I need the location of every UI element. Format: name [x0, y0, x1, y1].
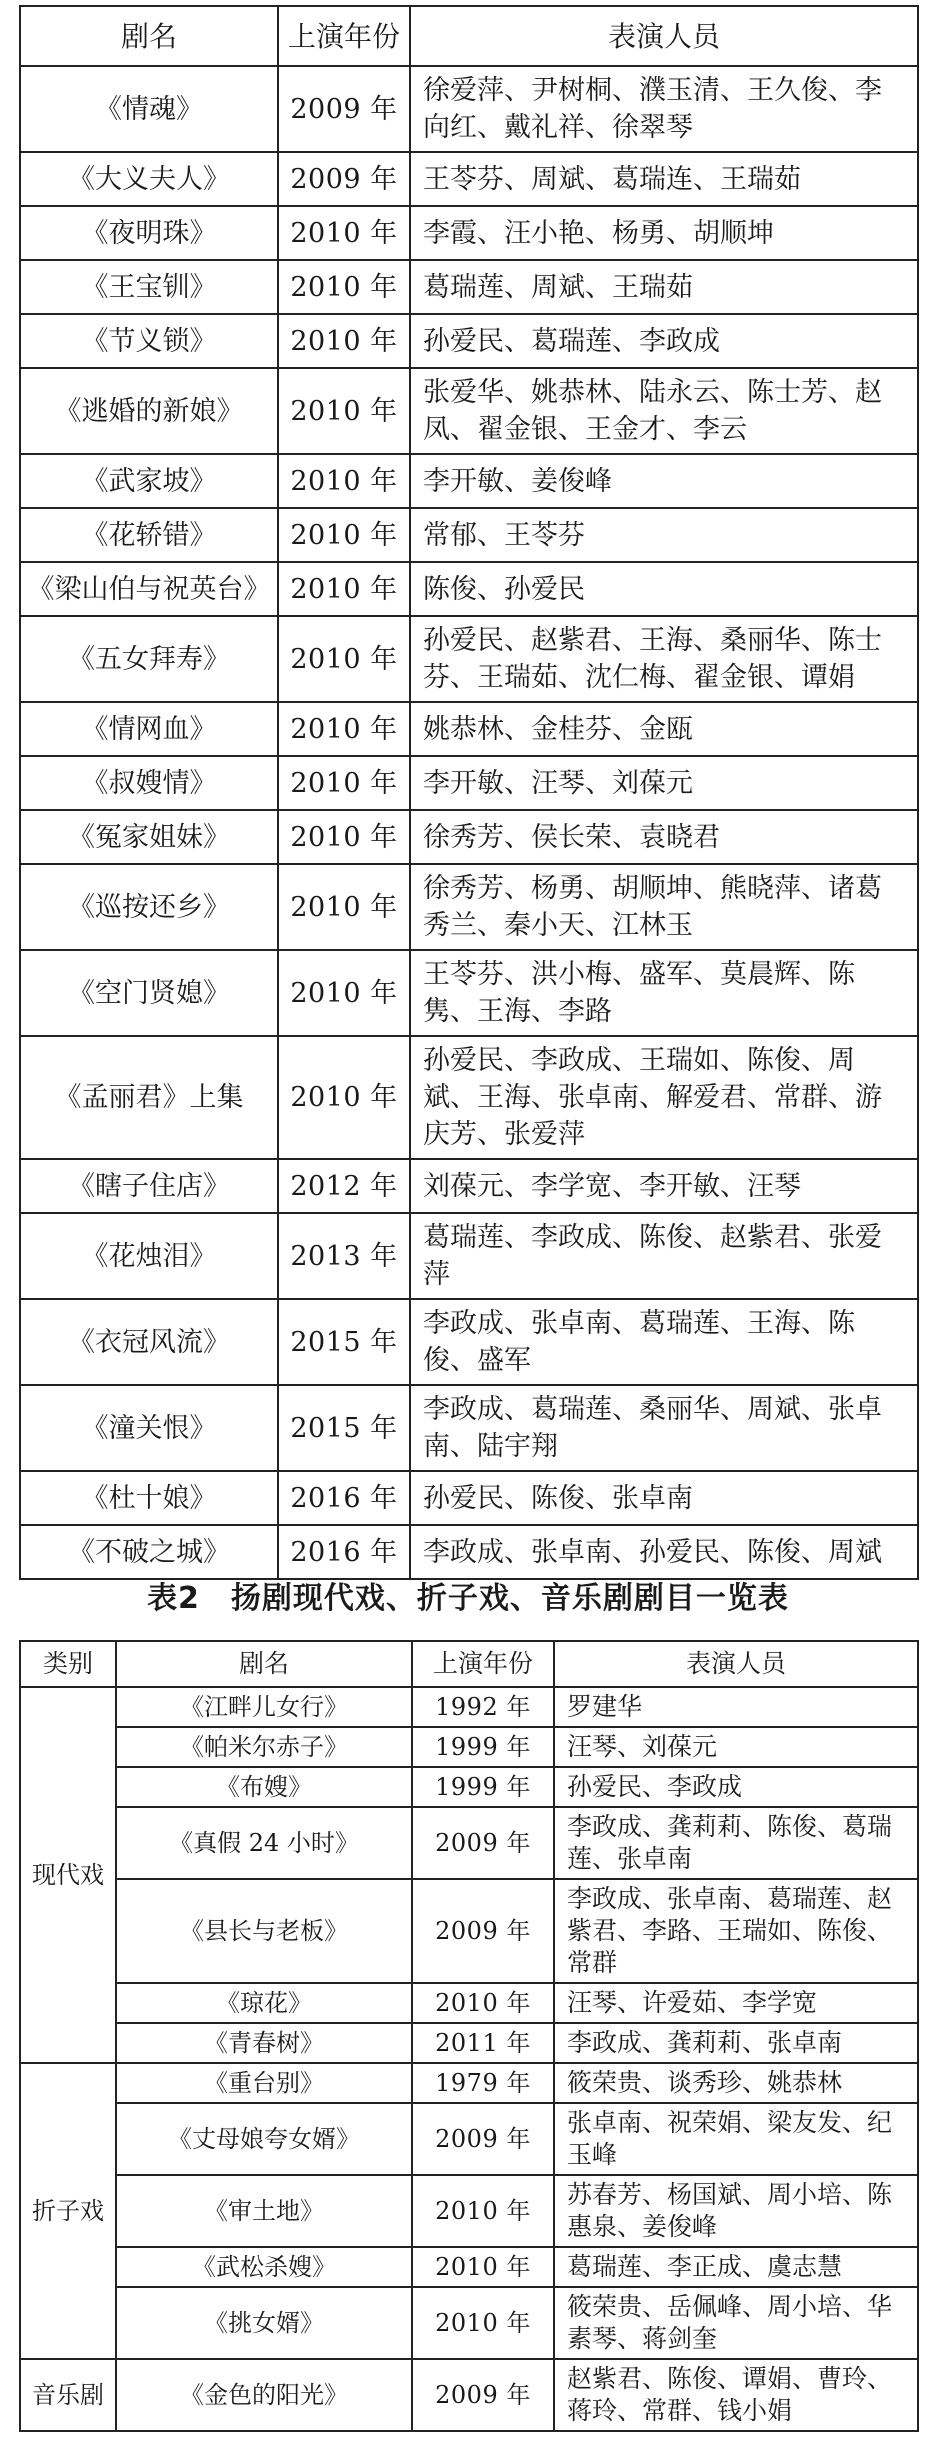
table-row — [20, 508, 918, 562]
performers: 苏春芳、杨国斌、周小培、陈惠泉、姜俊峰 — [554, 2175, 918, 2247]
table-row — [20, 314, 918, 368]
performers: 孙爱民、葛瑞莲、李政成 — [410, 314, 918, 368]
performers: 刘葆元、李学宽、李开敏、汪琴 — [410, 1159, 918, 1213]
premiere-year: 2010 年 — [278, 702, 410, 756]
performers: 徐爱萍、尹树桐、濮玉清、王久俊、李向红、戴礼祥、徐翠琴 — [410, 66, 918, 152]
premiere-year: 2010 年 — [278, 562, 410, 616]
play-title: 《重台别》 — [116, 2063, 412, 2103]
premiere-year: 2010 年 — [278, 1036, 410, 1159]
performers: 张爱华、姚恭林、陆永云、陈士芳、赵凤、翟金银、王金才、李云 — [410, 368, 918, 454]
play-title: 《夜明珠》 — [20, 206, 278, 260]
play-title: 《帕米尔赤子》 — [116, 1727, 412, 1767]
play-title: 《情魂》 — [20, 66, 278, 152]
premiere-year: 2010 年 — [412, 2175, 554, 2247]
table-row — [20, 1767, 918, 1807]
performers: 罗建华 — [554, 1687, 918, 1727]
table2-body — [20, 1687, 918, 2431]
performers: 筱荣贵、岳佩峰、周小培、华素琴、蒋剑奎 — [554, 2287, 918, 2359]
play-title: 《五女拜寿》 — [20, 616, 278, 702]
premiere-year: 2009 年 — [278, 152, 410, 206]
header-title: 剧名 — [20, 6, 278, 66]
premiere-year: 2010 年 — [278, 368, 410, 454]
table-row — [20, 1159, 918, 1213]
play-title: 《江畔儿女行》 — [116, 1687, 412, 1727]
premiere-year: 2013 年 — [278, 1213, 410, 1299]
table-row — [20, 1385, 918, 1471]
table-row — [20, 1879, 918, 1983]
premiere-year: 2015 年 — [278, 1299, 410, 1385]
performers: 徐秀芳、侯长荣、袁晓君 — [410, 810, 918, 864]
premiere-year: 2009 年 — [412, 1879, 554, 1983]
header-category: 类别 — [20, 1641, 116, 1687]
play-title: 《瞎子住店》 — [20, 1159, 278, 1213]
play-title: 《节义锁》 — [20, 314, 278, 368]
performers: 汪琴、刘葆元 — [554, 1727, 918, 1767]
category-cell: 音乐剧 — [20, 2359, 116, 2431]
play-title: 《梁山伯与祝英台》 — [20, 562, 278, 616]
table-row — [20, 206, 918, 260]
performers: 孙爱民、陈俊、张卓南 — [410, 1471, 918, 1525]
play-title: 《巡按还乡》 — [20, 864, 278, 950]
table-row — [20, 2247, 918, 2287]
repertoire-table-1 — [19, 5, 919, 1580]
play-title: 《大义夫人》 — [20, 152, 278, 206]
performers: 赵紫君、陈俊、谭娟、曹玲、蒋玲、常群、钱小娟 — [554, 2359, 918, 2431]
table-row — [20, 2023, 918, 2063]
performers: 李政成、葛瑞莲、桑丽华、周斌、张卓南、陆宇翔 — [410, 1385, 918, 1471]
performers: 孙爱民、李政成、王瑞如、陈俊、周斌、王海、张卓南、解爱君、常群、游庆芳、张爱萍 — [410, 1036, 918, 1159]
play-title: 《叔嫂情》 — [20, 756, 278, 810]
premiere-year: 2010 年 — [412, 2247, 554, 2287]
performers: 李政成、张卓南、孙爱民、陈俊、周斌 — [410, 1525, 918, 1579]
header-title: 剧名 — [116, 1641, 412, 1687]
premiere-year: 2010 年 — [412, 1983, 554, 2023]
table-row — [20, 1687, 918, 1727]
table-row — [20, 2063, 918, 2103]
play-title: 《王宝钏》 — [20, 260, 278, 314]
table-row — [20, 616, 918, 702]
table-row — [20, 702, 918, 756]
performers: 李开敏、汪琴、刘葆元 — [410, 756, 918, 810]
premiere-year: 1999 年 — [412, 1727, 554, 1767]
performers: 姚恭林、金桂芬、金瓯 — [410, 702, 918, 756]
table-row — [20, 1299, 918, 1385]
play-title: 《丈母娘夸女婿》 — [116, 2103, 412, 2175]
play-title: 《花烛泪》 — [20, 1213, 278, 1299]
play-title: 《县长与老板》 — [116, 1879, 412, 1983]
play-title: 《布嫂》 — [116, 1767, 412, 1807]
table-row — [20, 1213, 918, 1299]
table-row — [20, 1471, 918, 1525]
table-row — [20, 368, 918, 454]
play-title: 《逃婚的新娘》 — [20, 368, 278, 454]
premiere-year: 2010 年 — [412, 2287, 554, 2359]
header-year: 上演年份 — [412, 1641, 554, 1687]
performers: 汪琴、许爱茹、李学宽 — [554, 1983, 918, 2023]
play-title: 《孟丽君》上集 — [20, 1036, 278, 1159]
play-title: 《挑女婿》 — [116, 2287, 412, 2359]
premiere-year: 2016 年 — [278, 1471, 410, 1525]
performers: 葛瑞莲、李正成、虞志慧 — [554, 2247, 918, 2287]
performers: 葛瑞莲、周斌、王瑞茹 — [410, 260, 918, 314]
performers: 筱荣贵、谈秀珍、姚恭林 — [554, 2063, 918, 2103]
play-title: 《杜十娘》 — [20, 1471, 278, 1525]
premiere-year: 1999 年 — [412, 1767, 554, 1807]
premiere-year: 2010 年 — [278, 260, 410, 314]
play-title: 《衣冠风流》 — [20, 1299, 278, 1385]
table-header-row — [20, 6, 918, 66]
table-row — [20, 756, 918, 810]
table-row — [20, 1983, 918, 2023]
performers: 李开敏、姜俊峰 — [410, 454, 918, 508]
premiere-year: 2012 年 — [278, 1159, 410, 1213]
table-row — [20, 562, 918, 616]
performers: 李政成、张卓南、葛瑞莲、王海、陈俊、盛军 — [410, 1299, 918, 1385]
premiere-year: 2009 年 — [412, 2359, 554, 2431]
table1-body — [20, 66, 918, 1579]
table-row — [20, 2359, 918, 2431]
performers: 李政成、龚莉莉、张卓南 — [554, 2023, 918, 2063]
header-year: 上演年份 — [278, 6, 410, 66]
performers: 李霞、汪小艳、杨勇、胡顺坤 — [410, 206, 918, 260]
performers: 王苓芬、洪小梅、盛军、莫晨辉、陈隽、王海、李路 — [410, 950, 918, 1036]
table2-caption: 表2 扬剧现代戏、折子戏、音乐剧剧目一览表 — [147, 1581, 789, 1616]
table-row — [20, 950, 918, 1036]
repertoire-table-2 — [19, 1640, 919, 2432]
premiere-year: 2010 年 — [278, 950, 410, 1036]
play-title: 《花轿错》 — [20, 508, 278, 562]
table-row — [20, 66, 918, 152]
play-title: 《琼花》 — [116, 1983, 412, 2023]
performers: 王苓芬、周斌、葛瑞连、王瑞茹 — [410, 152, 918, 206]
table-row — [20, 864, 918, 950]
premiere-year: 2010 年 — [278, 756, 410, 810]
header-performers: 表演人员 — [554, 1641, 918, 1687]
play-title: 《情网血》 — [20, 702, 278, 756]
category-cell: 现代戏 — [20, 1687, 116, 2063]
performers: 陈俊、孙爱民 — [410, 562, 918, 616]
table-row — [20, 454, 918, 508]
performers: 李政成、龚莉莉、陈俊、葛瑞莲、张卓南 — [554, 1807, 918, 1879]
premiere-year: 2010 年 — [278, 314, 410, 368]
table-row — [20, 1727, 918, 1767]
play-title: 《不破之城》 — [20, 1525, 278, 1579]
table-row — [20, 1525, 918, 1579]
performers: 徐秀芳、杨勇、胡顺坤、熊晓萍、诸葛秀兰、秦小天、江林玉 — [410, 864, 918, 950]
play-title: 《金色的阳光》 — [116, 2359, 412, 2431]
premiere-year: 2010 年 — [278, 616, 410, 702]
premiere-year: 2015 年 — [278, 1385, 410, 1471]
performers: 孙爱民、赵紫君、王海、桑丽华、陈士芬、王瑞茹、沈仁梅、翟金银、谭娟 — [410, 616, 918, 702]
premiere-year: 2010 年 — [278, 508, 410, 562]
table-row — [20, 260, 918, 314]
table-row — [20, 2175, 918, 2247]
premiere-year: 2009 年 — [412, 1807, 554, 1879]
play-title: 《武松杀嫂》 — [116, 2247, 412, 2287]
play-title: 《真假 24 小时》 — [116, 1807, 412, 1879]
premiere-year: 1979 年 — [412, 2063, 554, 2103]
header-performers: 表演人员 — [410, 6, 918, 66]
category-cell: 折子戏 — [20, 2063, 116, 2359]
premiere-year: 2010 年 — [278, 206, 410, 260]
premiere-year: 2009 年 — [278, 66, 410, 152]
table-row — [20, 810, 918, 864]
table-row — [20, 1807, 918, 1879]
performers: 常郁、王苓芬 — [410, 508, 918, 562]
premiere-year: 2009 年 — [412, 2103, 554, 2175]
performers: 张卓南、祝荣娟、梁友发、纪玉峰 — [554, 2103, 918, 2175]
premiere-year: 2010 年 — [278, 810, 410, 864]
play-title: 《审土地》 — [116, 2175, 412, 2247]
premiere-year: 1992 年 — [412, 1687, 554, 1727]
table-row — [20, 2103, 918, 2175]
premiere-year: 2010 年 — [278, 454, 410, 508]
play-title: 《武家坡》 — [20, 454, 278, 508]
table-row — [20, 1036, 918, 1159]
play-title: 《潼关恨》 — [20, 1385, 278, 1471]
performers: 李政成、张卓南、葛瑞莲、赵紫君、李路、王瑞如、陈俊、常群 — [554, 1879, 918, 1983]
play-title: 《冤家姐妹》 — [20, 810, 278, 864]
table-header-row — [20, 1641, 918, 1687]
performers: 葛瑞莲、李政成、陈俊、赵紫君、张爱萍 — [410, 1213, 918, 1299]
play-title: 《青春树》 — [116, 2023, 412, 2063]
table-row — [20, 152, 918, 206]
premiere-year: 2010 年 — [278, 864, 410, 950]
play-title: 《空门贤媳》 — [20, 950, 278, 1036]
premiere-year: 2011 年 — [412, 2023, 554, 2063]
performers: 孙爱民、李政成 — [554, 1767, 918, 1807]
premiere-year: 2016 年 — [278, 1525, 410, 1579]
table-row — [20, 2287, 918, 2359]
